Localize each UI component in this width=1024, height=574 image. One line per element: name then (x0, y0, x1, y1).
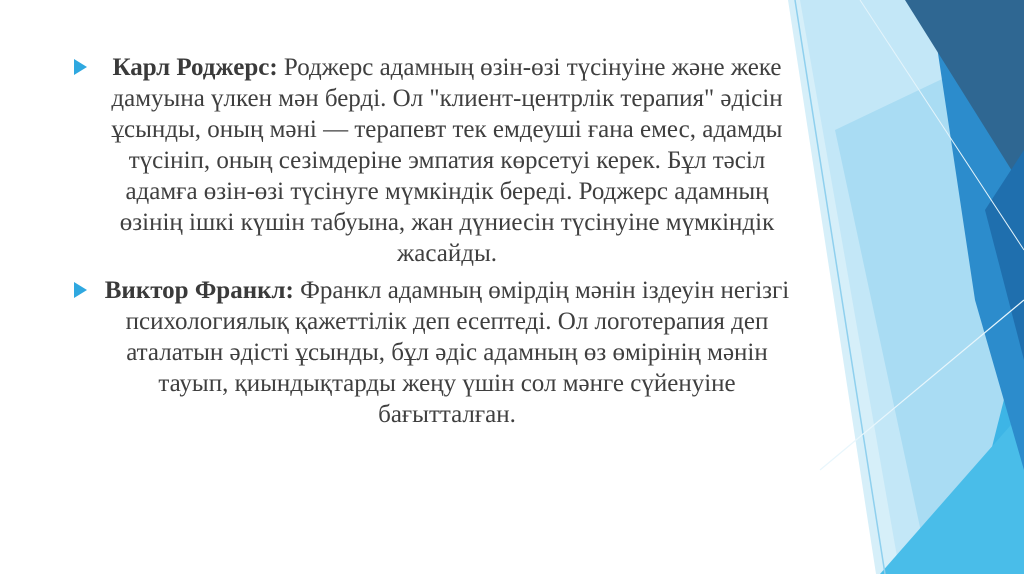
bullet-text: Франкл адамның өмірдің мәнін іздеуін негізгі психологиялық қажеттілік деп есептеді. Ол логотерапия деп аталатын әдісті ұсынды, бұл әдіс адамның өз өмірінің мәнін тауып, қиындықтарды жеңу үшін сол мәнге сүйенуіне бағытталған. (125, 277, 790, 428)
text-content (72, 52, 792, 430)
bullet-rogers (72, 52, 792, 269)
bullet-frankl (72, 275, 792, 430)
bullet-text: Роджерс адамның өзін-өзі түсінуіне және жеке дамуына үлкен мән берді. Ол "клиент-центрлік терапия" әдісін ұсынды, оның мәні — терапевт тек емдеуші ғана емес, адамды түсініп, оның сезімдеріне эмпатия көрсетуі керек. Бұл тәсіл адамға өзін-өзі түсінуге мүмкіндік береді. Роджерс адамның өзінің ішкі күшін табуына, жан дүниесін түсінуіне мүмкіндік жасайды. (111, 54, 783, 267)
triangle-bullet-icon (74, 282, 87, 298)
bullet-name: Виктор Франкл: (104, 277, 294, 304)
bullet-name: Карл Роджерс: (112, 54, 278, 81)
triangle-bullet-icon (74, 59, 87, 75)
